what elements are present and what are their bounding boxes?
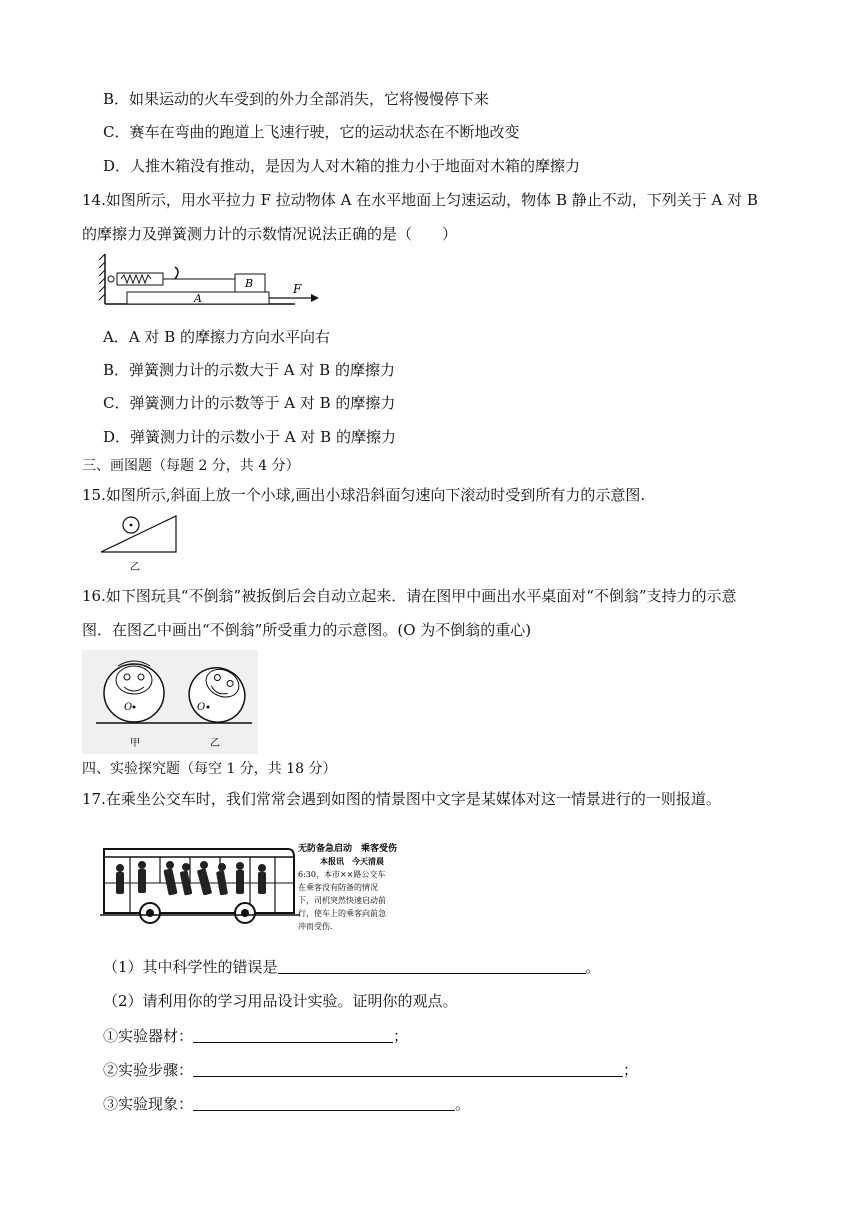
q17-news-line5: 行，使车上的乘客向前急 [298, 909, 386, 918]
q17-item1-suffix: ； [393, 1027, 409, 1045]
q16-stem-line2: 图．在图乙中画出“不倒翁”所受重力的示意图。(O 为不倒翁的重心) [82, 621, 532, 639]
q13-option-c: C．赛车在弯曲的跑道上飞速行驶，它的运动状态在不断地改变 [103, 123, 520, 141]
q17-stem: 17.在乘坐公交车时，我们常常会遇到如图的情景图中文字是某媒体对这一情景进行的一则报道。 [82, 790, 721, 808]
section-3-heading: 三、画图题（每题 2 分，共 4 分） [82, 458, 300, 474]
q14-stem-line1: 14.如图所示，用水平拉力 F 拉动物体 A 在水平地面上匀速运动，物体 B 静止不动，下列关于 A 对 B [82, 191, 758, 209]
q17-item1 [103, 1026, 408, 1046]
q17-part1-answer-blank[interactable] [278, 959, 586, 974]
q16-label-o-yi: O [197, 702, 206, 713]
q17-item2-suffix: ； [623, 1061, 639, 1079]
q13-option-b: B．如果运动的火车受到的外力全部消失，它将慢慢停下来 [103, 90, 490, 108]
q17-item1-prefix: ①实验器材： [103, 1027, 194, 1045]
q17-item2-prefix: ②实验步骤： [103, 1061, 194, 1079]
q17-part1-prefix: （1）其中科学性的错误是 [103, 958, 278, 976]
q14-figure [95, 252, 325, 310]
q17-news-line2: 6:30，本市××路公交车 [298, 870, 386, 879]
q15-label-yi: 乙 [130, 562, 140, 573]
q17-news-line1: 本报讯 今天清晨 [320, 856, 384, 866]
q14-label-b: B [245, 277, 254, 290]
q17-news-title: 无防备急启动 乘客受伤 [298, 844, 398, 854]
q17-item2 [103, 1060, 638, 1080]
q17-bus-figure [100, 835, 410, 937]
q13-option-d: D．人推木箱没有推动，是因为人对木箱的推力小于地面对木箱的摩擦力 [103, 157, 581, 175]
q15-stem: 15.如图所示,斜面上放一个小球,画出小球沿斜面匀速向下滚动时受到所有力的示意图. [82, 486, 646, 504]
q17-item3 [103, 1094, 470, 1114]
q17-materials-blank[interactable] [193, 1028, 393, 1043]
q14-option-c: C．弹簧测力计的示数等于 A 对 B 的摩擦力 [103, 394, 396, 412]
q14-option-a: A．A 对 B 的摩擦力方向水平向右 [103, 328, 330, 346]
q14-label-f: F [293, 282, 302, 296]
q16-label-yi: 乙 [210, 738, 220, 749]
q17-part2: （2）请利用你的学习用品设计实验。证明你的观点。 [103, 992, 458, 1010]
q15-incline-figure [98, 512, 182, 572]
section-4-heading: 四、实验探究题（每空 1 分，共 18 分） [82, 761, 337, 777]
q17-news-line4: 下，司机突然快速启动前 [298, 896, 386, 905]
q16-tumbler-figure [82, 650, 258, 754]
q17-item3-suffix: 。 [455, 1095, 471, 1113]
q14-option-d: D．弹簧测力计的示数小于 A 对 B 的摩擦力 [103, 428, 396, 446]
q17-item3-prefix: ③实验现象： [103, 1095, 194, 1113]
q14-label-a: A [194, 292, 202, 305]
q16-label-jia: 甲 [130, 738, 140, 749]
q14-stem-line2: 的摩擦力及弹簧测力计的示数情况说法正确的是（ ） [82, 225, 458, 243]
q14-option-b: B．弹簧测力计的示数大于 A 对 B 的摩擦力 [103, 361, 395, 379]
q16-stem-line1: 16.如下图玩具“不倒翁”被扳倒后会自动立起来．请在图甲中画出水平桌面对“不倒翁”支持力的示意 [82, 587, 737, 605]
q17-steps-blank[interactable] [193, 1062, 623, 1077]
q17-news-line6: 冲而受伤. [298, 922, 333, 931]
q17-part1-suffix: 。 [585, 958, 601, 976]
q17-part1 [103, 957, 601, 977]
q17-news-line3: 在乘客没有防备的情况 [298, 883, 378, 892]
q16-label-o-jia: O [124, 702, 133, 713]
q17-phenomenon-blank[interactable] [193, 1096, 455, 1111]
